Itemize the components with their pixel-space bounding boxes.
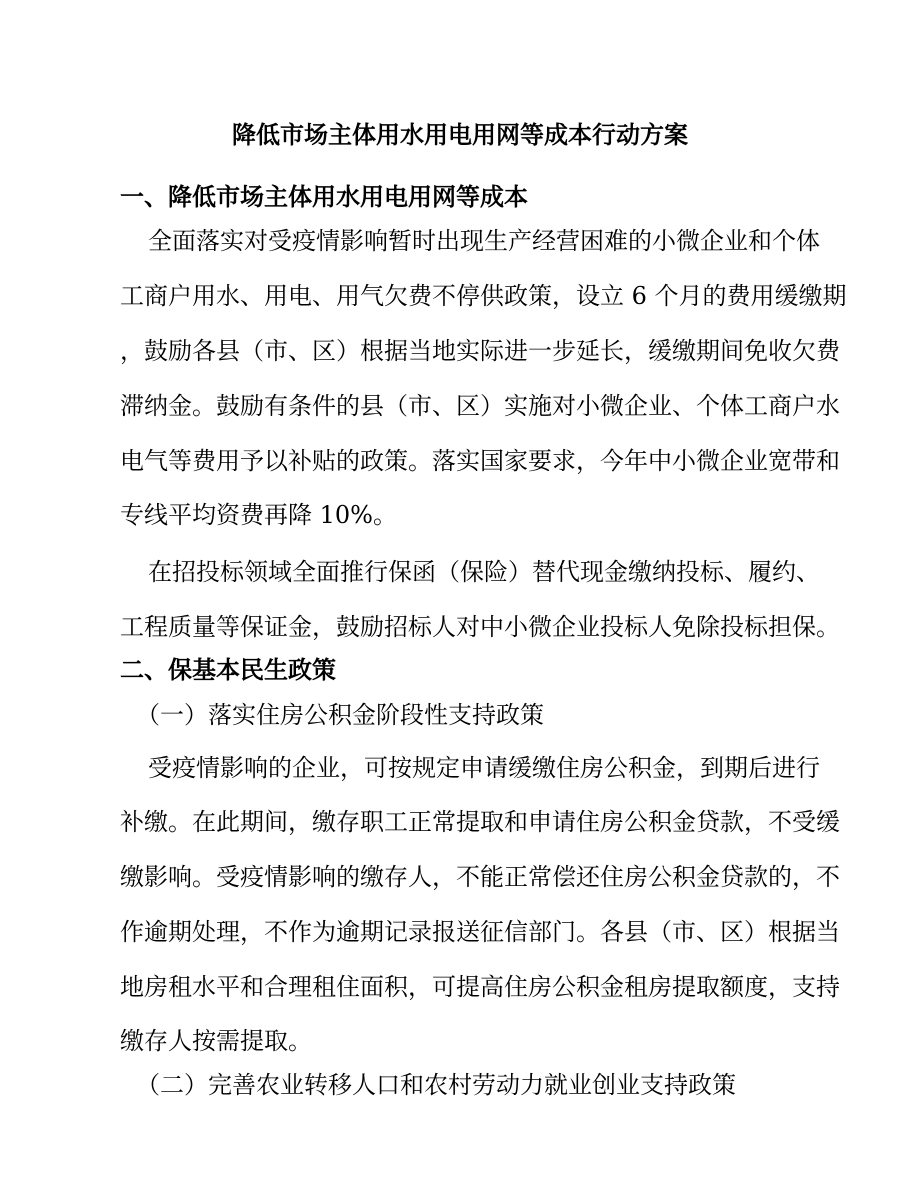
text-line: 缴存人按需提取。 bbox=[120, 1027, 312, 1055]
text-line: 缴影响。受疫情影响的缴存人，不能正常偿还住房公积金贷款的，不 bbox=[120, 863, 840, 891]
text-line: ，鼓励各县（市、区）根据当地实际进一步延长，缓缴期间免收欠费 bbox=[120, 337, 840, 365]
text-line: 工程质量等保证金，鼓励招标人对中小微企业投标人免除投标担保。 bbox=[120, 613, 840, 641]
text-line: 在招投标领域全面推行保函（保险）替代现金缴纳投标、履约、 bbox=[148, 558, 820, 586]
text-line: 补缴。在此期间，缴存职工正常提取和申请住房公积金贷款，不受缓 bbox=[120, 808, 840, 836]
text-line: 受疫情影响的企业，可按规定申请缓缴住房公积金，到期后进行 bbox=[148, 754, 820, 782]
text-line: 电气等费用予以补贴的政策。落实国家要求，今年中小微企业宽带和 bbox=[120, 447, 840, 475]
subsection-heading: （一）落实住房公积金阶段性支持政策 bbox=[136, 701, 544, 729]
subsection-heading: （二）完善农业转移人口和农村劳动力就业创业支持政策 bbox=[136, 1071, 736, 1099]
text-line: 全面落实对受疫情影响暂时出现生产经营困难的小微企业和个体 bbox=[148, 227, 820, 255]
text-line: 专线平均资费再降 10%。 bbox=[120, 501, 397, 529]
document-title: 降低市场主体用水用电用网等成本行动方案 bbox=[232, 120, 688, 149]
section-heading: 一、降低市场主体用水用电用网等成本 bbox=[120, 182, 528, 211]
text-line: 滞纳金。鼓励有条件的县（市、区）实施对小微企业、个体工商户水 bbox=[120, 392, 840, 420]
text-line: 工商户用水、用电、用气欠费不停供政策，设立 6 个月的费用缓缴期 bbox=[120, 282, 847, 310]
section-heading: 二、保基本民生政策 bbox=[120, 655, 336, 684]
text-line: 地房租水平和合理租住面积，可提高住房公积金租房提取额度，支持 bbox=[120, 973, 840, 1001]
text-line: 作逾期处理，不作为逾期记录报送征信部门。各县（市、区）根据当 bbox=[120, 918, 840, 946]
